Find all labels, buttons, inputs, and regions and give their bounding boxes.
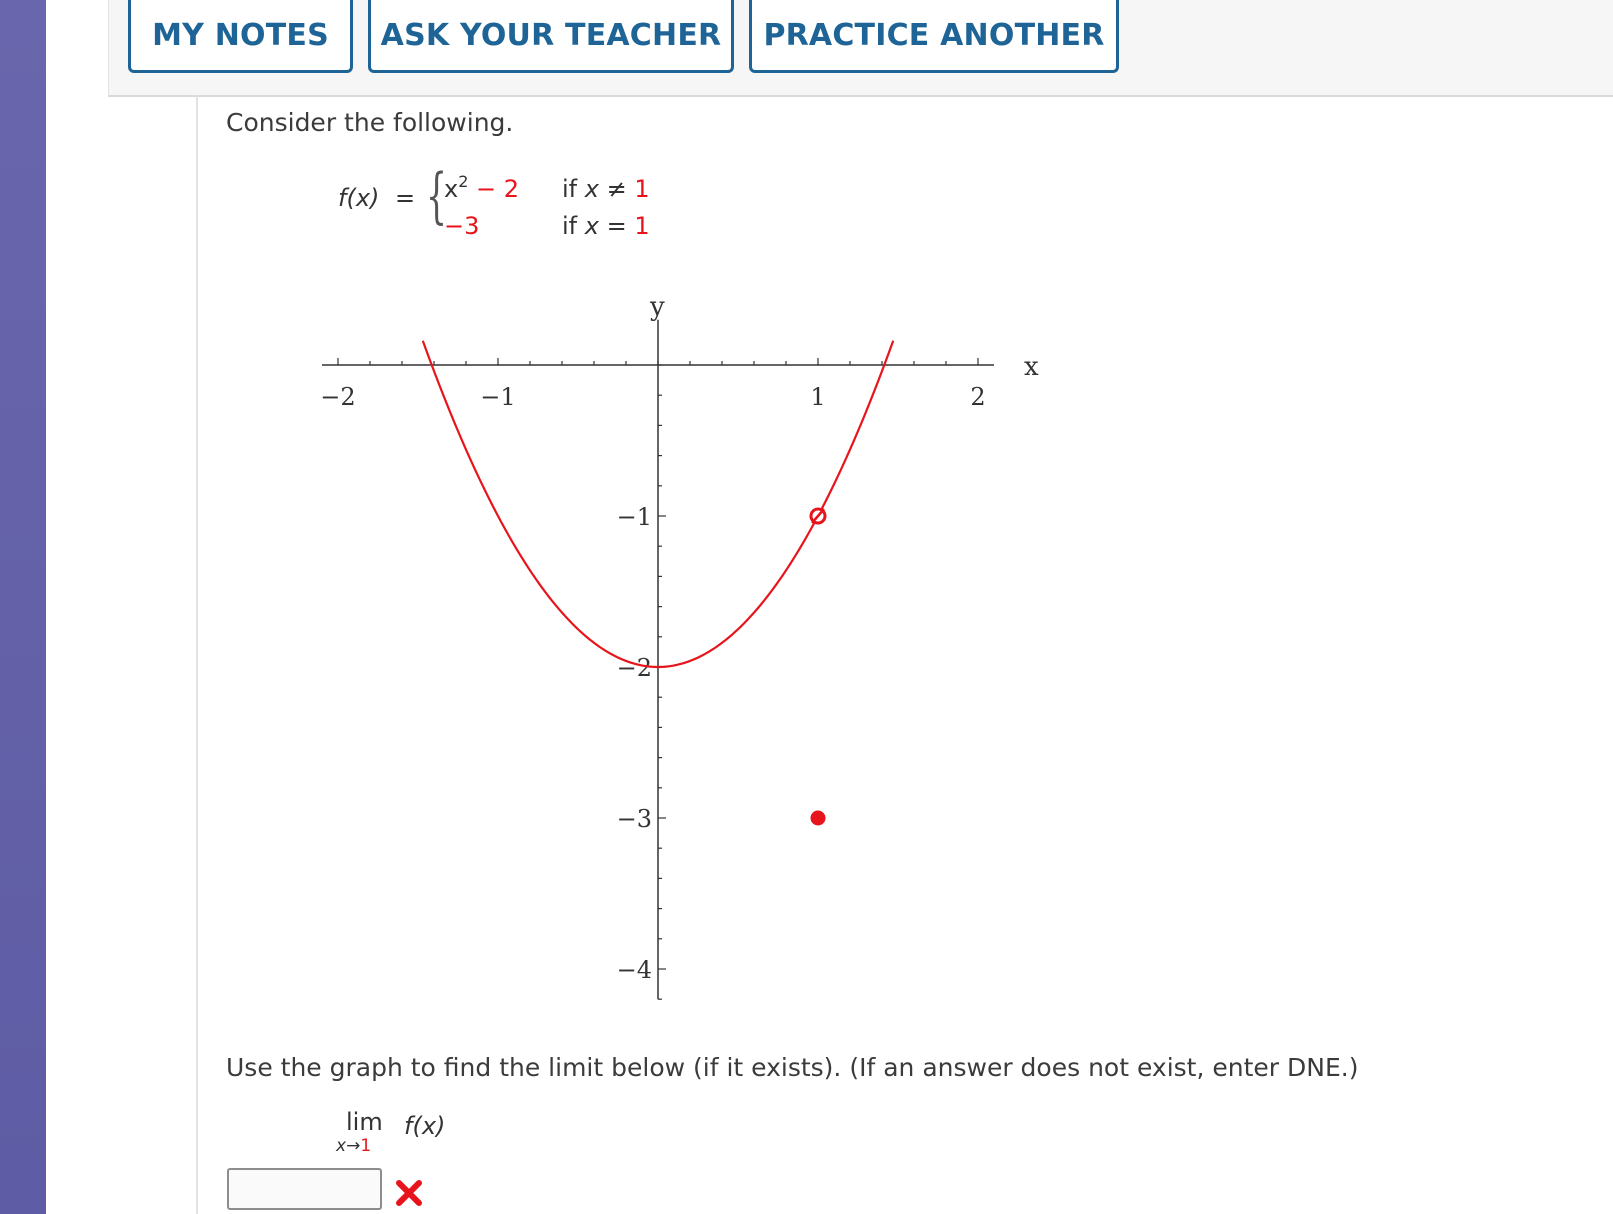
piece1-exponent: 2 [458,172,469,191]
piece1-base: x [444,175,459,203]
piece2-condition [562,212,650,240]
x-tick-label: −2 [320,383,356,411]
x-axis-label: x [1024,352,1039,382]
practice-another-button[interactable]: PRACTICE ANOTHER [749,0,1119,73]
equals-sign: = [395,184,416,212]
function-graph [318,290,1058,1030]
piece2-op: = [598,212,635,240]
limit-answer-input[interactable] [227,1168,382,1210]
piece2-expression: −3 [444,212,480,240]
limit-fx-text: f(x) [404,1112,446,1140]
left-rail [0,0,46,1214]
axes [322,320,994,999]
limit-word: lim [346,1108,383,1136]
piece1-constant: − 2 [468,175,520,203]
question-prompt: Consider the following. [226,108,514,137]
limit-sub-value: 1 [360,1136,372,1156]
piece1-expression [444,172,520,203]
y-tick-label: −1 [616,503,652,531]
x-tick-label: 1 [810,383,826,411]
question-toolbar [108,0,1613,97]
piece2-var: x [584,212,599,240]
piece2-value: 1 [634,212,650,240]
piece1-var: x [584,175,599,203]
ask-your-teacher-button[interactable]: ASK YOUR TEACHER [368,0,734,73]
piece1-op: ≠ [598,175,635,203]
piece1-if: if [562,175,585,203]
y-tick-label: −3 [616,805,652,833]
limit-subscript [336,1136,371,1156]
y-tick-label: −2 [616,654,652,682]
x-tick-label: −1 [480,383,516,411]
content-divider [196,95,198,1214]
y-axis-label: y [650,292,665,322]
limit-function [404,1112,445,1140]
my-notes-button[interactable]: MY NOTES [128,0,353,73]
y-tick-label: −4 [616,956,652,984]
function-name: f(x) [338,184,380,212]
closed-point-marker [811,811,826,826]
function-definition-label [338,184,415,212]
limit-sub-arrow: → [346,1136,361,1156]
x-mark-icon [394,1178,424,1208]
piecewise-brace: { [426,161,448,231]
question-instruction: Use the graph to find the limit below (if it exists). (If an answer does not exist, enter DNE.) [226,1053,1359,1082]
limit-sub-var: x [336,1136,347,1156]
piece1-value: 1 [634,175,650,203]
axis-tick-labels [320,383,985,984]
x-tick-label: 2 [970,383,986,411]
piece1-condition [562,175,650,203]
piece2-if: if [562,212,585,240]
